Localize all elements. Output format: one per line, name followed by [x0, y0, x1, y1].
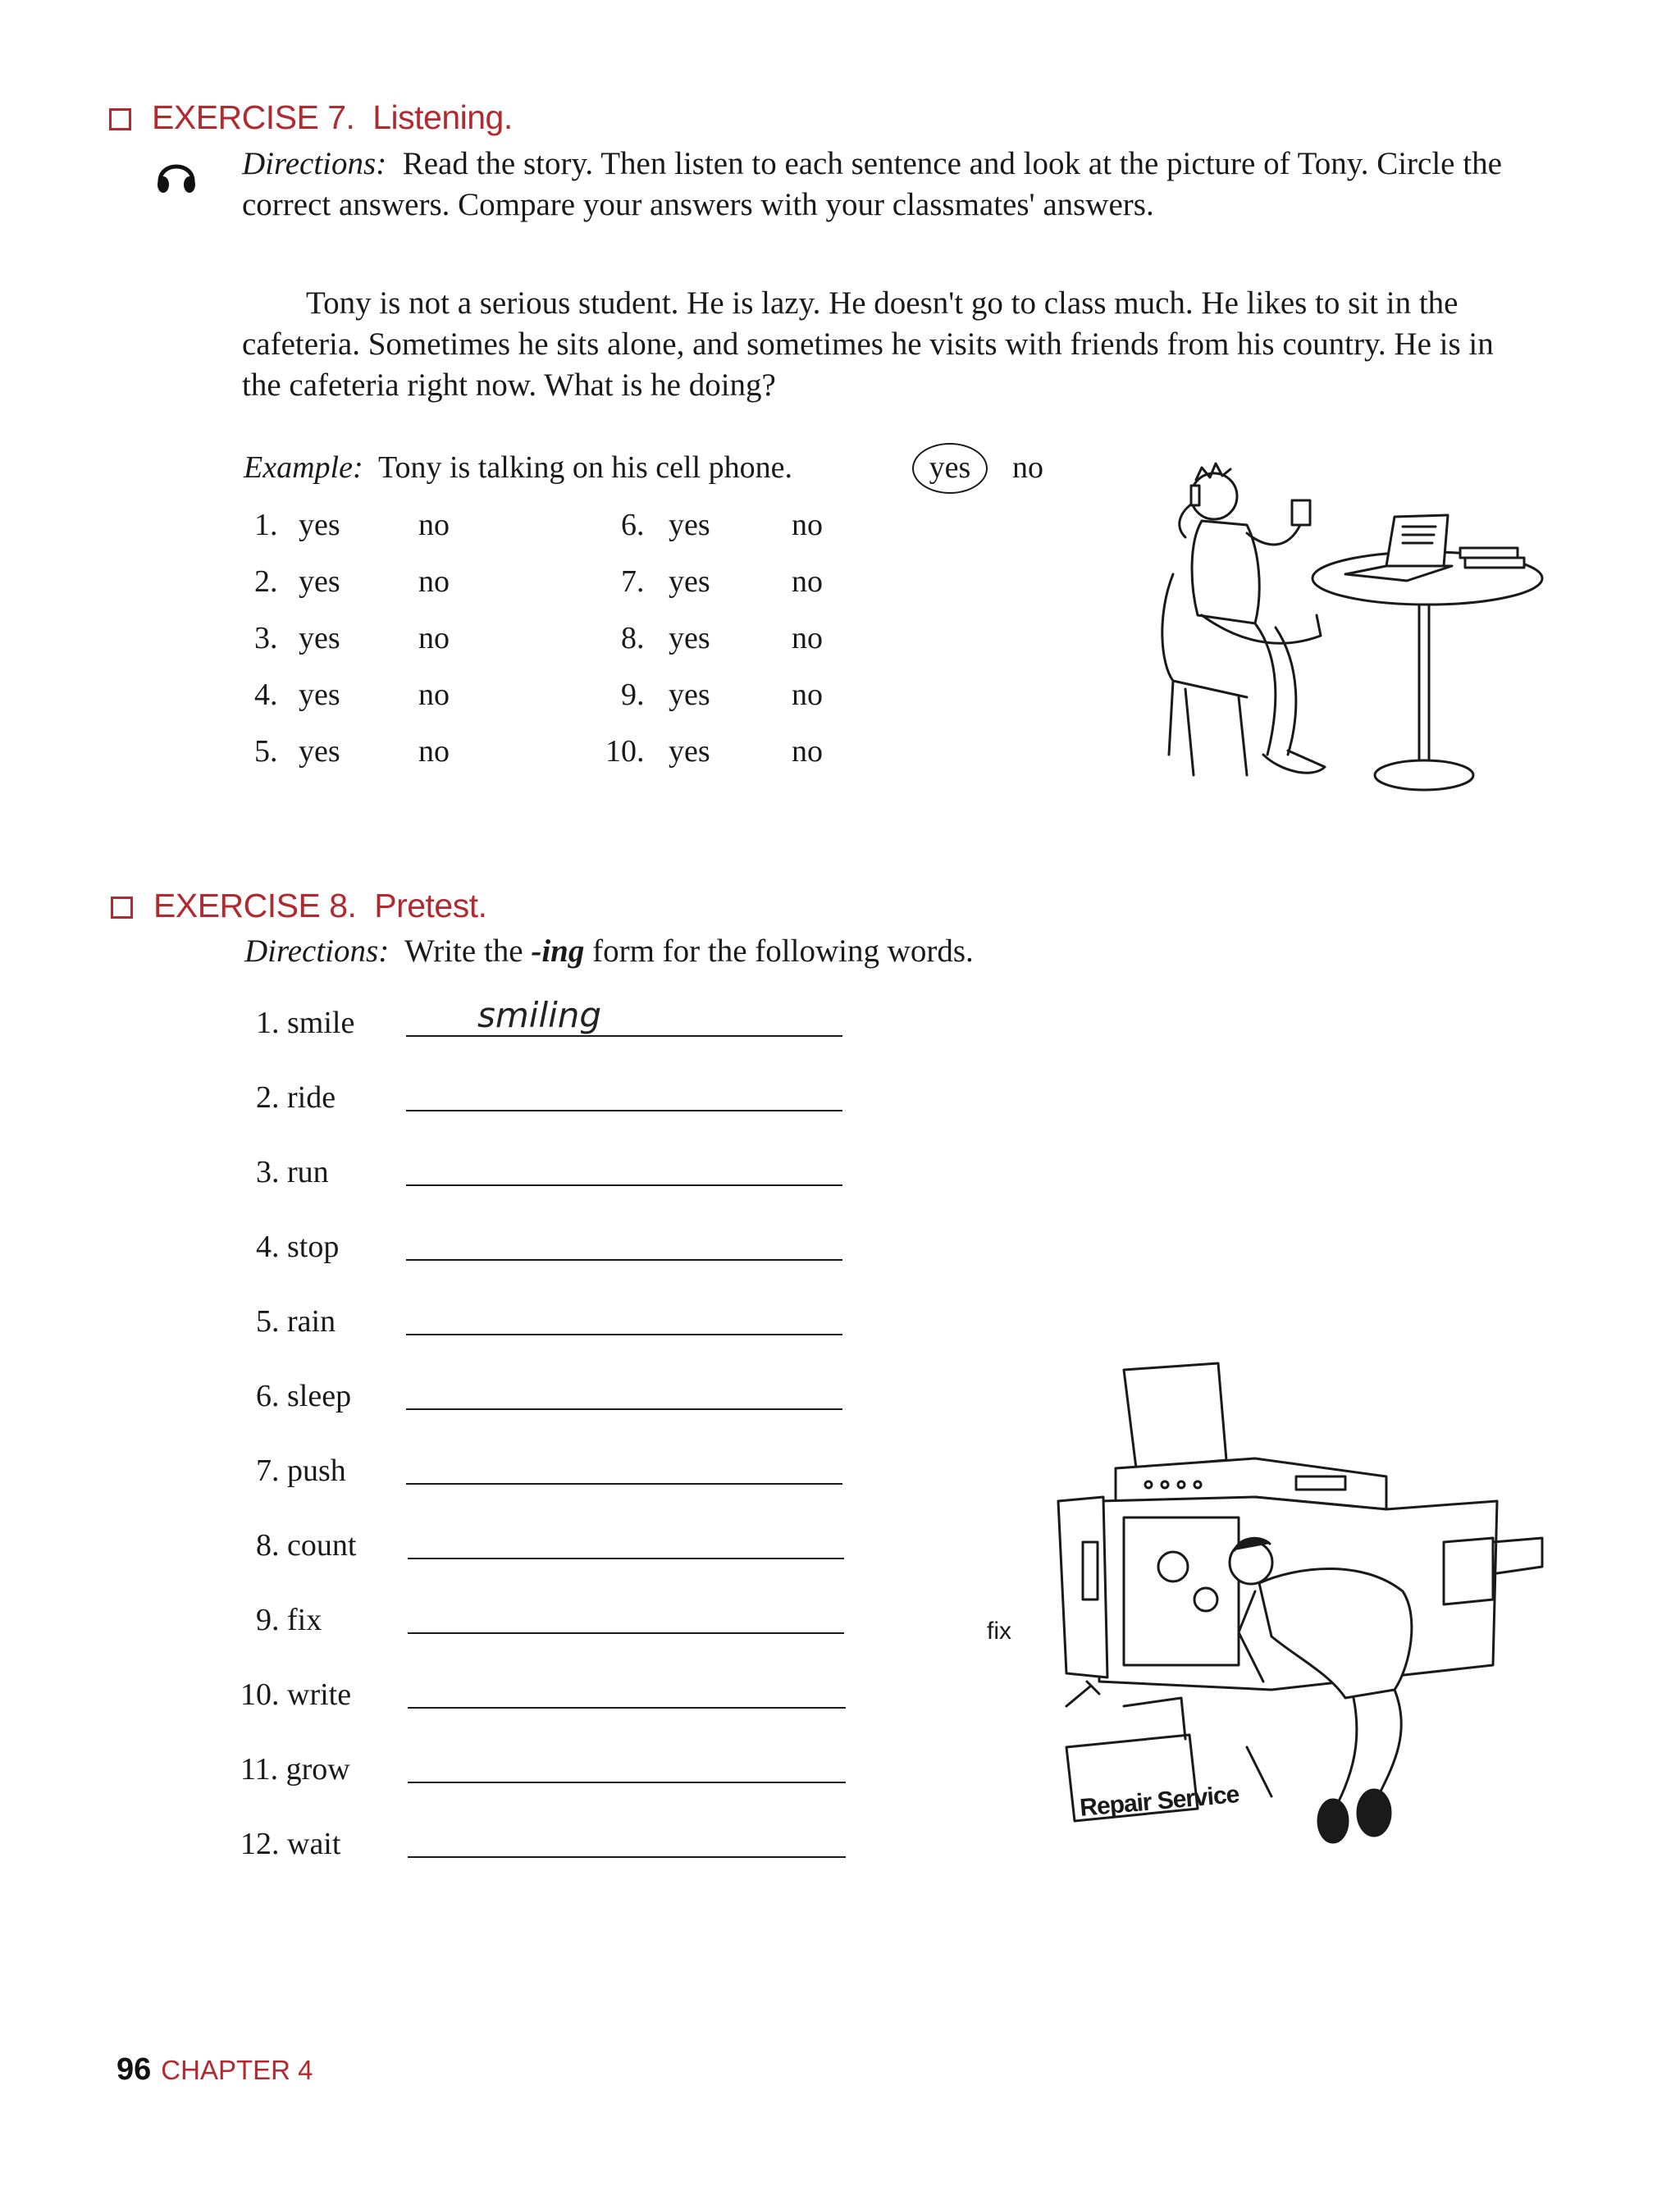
ex8-item-2: 2. ride	[256, 1080, 336, 1115]
ex8-blank-4[interactable]	[406, 1259, 842, 1261]
ex7-item-7: 7.	[621, 564, 645, 599]
ex7-item-6-no[interactable]: no	[792, 508, 823, 542]
ex8-item-7: 7. push	[256, 1454, 346, 1488]
ex8-blank-11[interactable]	[408, 1782, 846, 1783]
exercise7-story: Tony is not a serious student. He is lazy. He doesn't go to class much. He likes to sit in the cafeteria. Sometimes he sits alone, and sometimes he visits with friends from his country. He is in the cafeteria right now. What is he doing?	[242, 285, 1494, 403]
exercise7-directions: Directions: Read the story. Then listen to each sentence and look at the picture of Tony. Circle the correct answers. Compare your answers with your classmates' answers.	[242, 146, 1502, 222]
ex8-blank-6[interactable]	[406, 1408, 842, 1410]
ex7-item-10: 10.	[605, 734, 645, 769]
ex8-item-11: 11. grow	[240, 1752, 350, 1787]
ex7-item-2-no[interactable]: no	[418, 564, 450, 599]
ex7-item-6: 6.	[621, 508, 645, 542]
ex8-answer-1[interactable]: smiling	[477, 995, 602, 1035]
example-no: no	[1012, 450, 1043, 485]
ex8-blank-1[interactable]	[406, 1035, 842, 1037]
ex7-item-9: 9.	[621, 678, 645, 712]
ex8-item-1: 1. smile	[256, 1006, 355, 1040]
ex8-item-3: 3. run	[256, 1155, 329, 1189]
ex7-item-1: 1.	[254, 508, 278, 542]
ex8-item-12: 12. wait	[240, 1827, 341, 1861]
ex7-item-1-no[interactable]: no	[418, 508, 450, 542]
headphones-icon	[152, 150, 201, 199]
ex7-item-4-yes[interactable]: yes	[299, 678, 340, 712]
copier-repair-illustration	[1050, 1353, 1550, 1854]
ex8-item-10: 10. write	[240, 1677, 352, 1712]
ex8-item-4: 4. stop	[256, 1230, 340, 1264]
exercise8-directions: Directions: Write the -ing form for the following words.	[244, 933, 974, 969]
fix-illustration-label: fix	[987, 1618, 1011, 1645]
exercise7-heading: EXERCISE 7. Listening.	[152, 98, 513, 136]
ex7-item-5-yes[interactable]: yes	[299, 734, 340, 769]
ex7-item-3-no[interactable]: no	[418, 621, 450, 655]
ex8-blank-7[interactable]	[406, 1483, 842, 1485]
ex7-item-8-yes[interactable]: yes	[669, 621, 710, 655]
ex7-item-9-no[interactable]: no	[792, 678, 823, 712]
exercise8-heading: EXERCISE 8. Pretest.	[153, 887, 487, 924]
ex8-blank-8[interactable]	[408, 1558, 844, 1559]
ex8-blank-12[interactable]	[408, 1856, 846, 1858]
ex8-blank-3[interactable]	[406, 1184, 842, 1186]
ex7-item-1-yes[interactable]: yes	[299, 508, 340, 542]
ex8-blank-5[interactable]	[406, 1334, 842, 1335]
example-yes-circled: yes	[912, 443, 988, 494]
ex7-item-4: 4.	[254, 678, 278, 712]
ex8-item-9: 9. fix	[256, 1603, 322, 1637]
ex7-item-10-yes[interactable]: yes	[669, 734, 710, 769]
ex7-item-3-yes[interactable]: yes	[299, 621, 340, 655]
ex7-item-8: 8.	[621, 621, 645, 655]
repair-service-label: Repair Service	[1079, 1781, 1240, 1822]
exercise7-checkbox[interactable]	[109, 108, 131, 130]
ex7-item-10-no[interactable]: no	[792, 734, 823, 769]
ex7-item-2-yes[interactable]: yes	[299, 564, 340, 599]
ex7-item-7-yes[interactable]: yes	[669, 564, 710, 599]
ex7-item-6-yes[interactable]: yes	[669, 508, 710, 542]
tony-cafeteria-illustration	[1124, 451, 1550, 804]
chapter-label: CHAPTER 4	[161, 2055, 313, 2085]
ex8-blank-10[interactable]	[408, 1707, 846, 1709]
ex7-item-8-no[interactable]: no	[792, 621, 823, 655]
page-number: 96	[116, 2052, 152, 2087]
ex7-item-2: 2.	[254, 564, 278, 599]
ex7-item-5-no[interactable]: no	[418, 734, 450, 769]
ex8-item-5: 5. rain	[256, 1304, 336, 1339]
ex7-item-5: 5.	[254, 734, 278, 769]
ex7-item-9-yes[interactable]: yes	[669, 678, 710, 712]
page-footer	[116, 2052, 313, 2088]
ex8-item-8: 8. count	[256, 1528, 357, 1563]
ex7-item-3: 3.	[254, 621, 278, 655]
exercise7-example: Example: Tony is talking on his cell phone.	[244, 450, 792, 485]
ex8-blank-2[interactable]	[406, 1110, 842, 1111]
ex8-blank-9[interactable]	[408, 1632, 844, 1634]
ex7-item-4-no[interactable]: no	[418, 678, 450, 712]
ex8-item-6: 6. sleep	[256, 1379, 352, 1413]
exercise8-checkbox[interactable]	[111, 897, 133, 919]
ex7-item-7-no[interactable]: no	[792, 564, 823, 599]
